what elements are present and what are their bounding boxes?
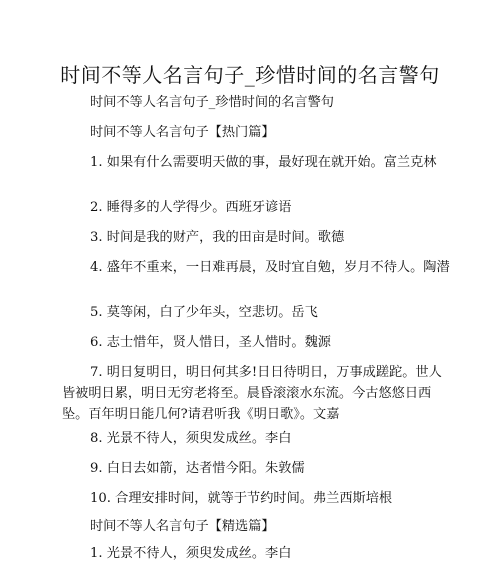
section-heading-popular: 时间不等人名言句子【热门篇】: [90, 125, 275, 140]
quote-paragraph: 1. 如果有什么需要明天做的事，最好现在就开始。富兰克林: [90, 155, 437, 170]
quote-paragraph: 9. 白日去如箭，达者惜今阳。朱敦儒: [90, 461, 305, 476]
quote-paragraph: 2. 睡得多的人学得少。西班牙谚语: [90, 200, 292, 215]
section-heading-selected: 时间不等人名言句子【精选篇】: [90, 519, 275, 534]
quote-paragraph: 5. 莫等闲，白了少年头，空悲切。岳飞: [90, 305, 318, 320]
quote-paragraph: 4. 盛年不重来，一日难再晨，及时宜自勉，岁月不待人。陶潜: [90, 260, 450, 275]
quote-paragraph: 8. 光景不待人，须臾发成丝。李白: [90, 431, 292, 446]
quote-paragraph: 1. 光景不待人，须臾发成丝。李白: [90, 546, 292, 561]
quote-paragraph: 10. 合理安排时间，就等于节约时间。弗兰西斯培根: [90, 491, 393, 506]
intro-heading: 时间不等人名言句子_珍惜时间的名言警句: [90, 95, 334, 110]
quote-paragraph: 6. 志士惜年，贤人惜日，圣人惜时。魏源: [90, 335, 331, 350]
quote-paragraph: 7. 明日复明日，明日何其多!日日待明日，万事成蹉跎。世人皆被明日累，明日无穷老将至。晨昏滚滚水东流。今古悠悠日西坠。百年明日能几何?请君听我《明日歌》。文嘉: [62, 365, 442, 422]
document-title: 时间不等人名言句子_珍惜时间的名言警句: [60, 63, 440, 88]
quote-paragraph: 3. 时间是我的财产，我的田亩是时间。歌德: [90, 230, 345, 245]
